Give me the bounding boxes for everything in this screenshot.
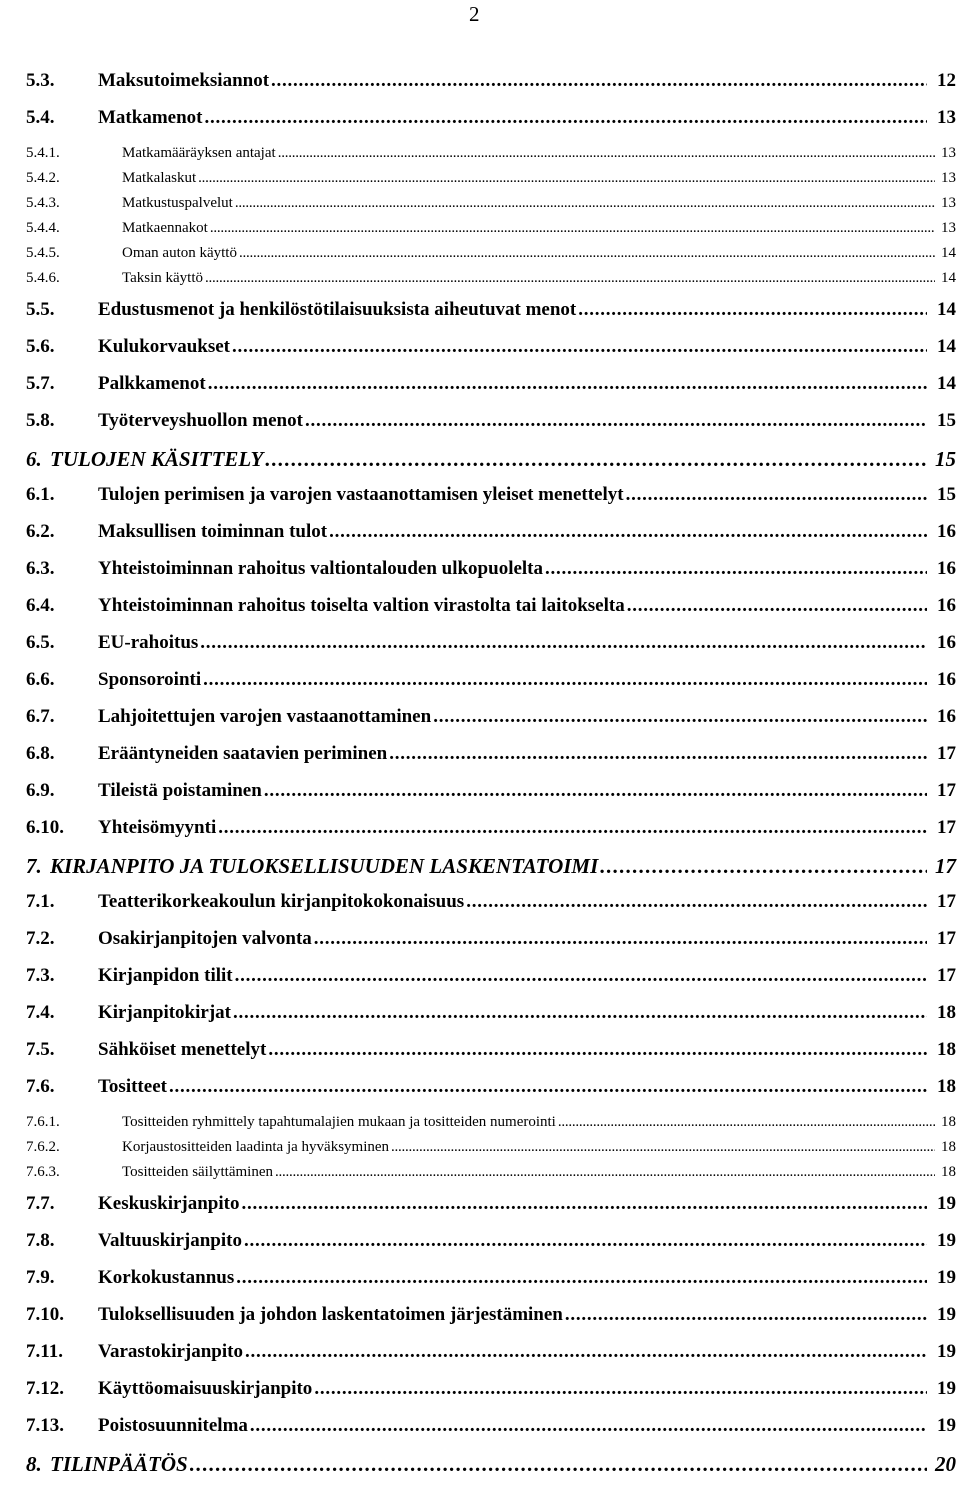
- toc-entry-page: 16: [937, 558, 956, 579]
- toc-entry-title-with-leader: [122, 168, 936, 188]
- toc-entry-title-with-leader: [98, 816, 928, 840]
- toc-entry-number: 5.4.2.: [26, 170, 60, 186]
- dot-leader: [239, 243, 935, 263]
- toc-entry-page: 14: [941, 245, 956, 261]
- toc-entry-number: 7.2.: [26, 928, 55, 949]
- toc-entry[interactable]: [26, 193, 956, 218]
- toc-entry-title-with-leader: [50, 446, 928, 472]
- toc-entry-title-with-leader: [98, 409, 928, 433]
- toc-entry-title-with-leader: [122, 193, 936, 213]
- dot-leader: [271, 69, 927, 93]
- toc-entry-title-with-leader: [98, 298, 928, 322]
- toc-entry-number: 6.10.: [26, 817, 64, 838]
- toc-entry-page: 15: [937, 484, 956, 505]
- toc-entry-title: Keskuskirjanpito: [98, 1193, 240, 1214]
- toc-entry-title: Lahjoitettujen varojen vastaanottaminen: [98, 706, 432, 727]
- toc-entry-title: Valtuuskirjanpito: [98, 1230, 242, 1251]
- toc-entry-number: 6.7.: [26, 706, 55, 727]
- dot-leader: [198, 168, 935, 188]
- toc-entry-page: 18: [941, 1164, 956, 1180]
- toc-entry-number: 7.11.: [26, 1341, 63, 1362]
- toc-entry[interactable]: [26, 705, 956, 742]
- toc-entry[interactable]: [26, 168, 956, 193]
- toc-entry-title-with-leader: [98, 106, 928, 130]
- toc-entry-title-with-leader: [98, 69, 928, 93]
- toc-entry-title-with-leader: [98, 964, 928, 988]
- toc-entry-number: 5.8.: [26, 410, 55, 431]
- toc-entry-page: 16: [937, 669, 956, 690]
- toc-entry[interactable]: [26, 106, 956, 143]
- toc-entry-title-with-leader: [98, 483, 928, 507]
- toc-entry-number: 5.4.4.: [26, 220, 60, 236]
- toc-entry-title-with-leader: [98, 927, 928, 951]
- dot-leader: [235, 964, 927, 988]
- toc-entry-page: 19: [937, 1304, 956, 1325]
- toc-entry-title-with-leader: [98, 668, 928, 692]
- toc-entry-page: 16: [937, 521, 956, 542]
- toc-entry-title: Maksullisen toiminnan tulot: [98, 521, 328, 542]
- toc-entry-page: 16: [937, 706, 956, 727]
- dot-leader: [218, 816, 927, 840]
- toc-entry-page: 19: [937, 1341, 956, 1362]
- toc-entry-title: Matkamenot: [98, 107, 203, 128]
- toc-entry-page: 13: [937, 107, 956, 128]
- toc-entry-page: 13: [941, 195, 956, 211]
- toc-entry[interactable]: [26, 1414, 956, 1451]
- toc-entry-title: TULOJEN KÄSITTELY: [50, 447, 264, 471]
- toc-entry-title: Maksutoimeksiannot: [98, 70, 270, 91]
- toc-entry-title-with-leader: [98, 1075, 928, 1099]
- dot-leader: [391, 1137, 935, 1157]
- dot-leader: [389, 742, 927, 766]
- toc-entry-page: 17: [937, 891, 956, 912]
- toc-entry-page: 17: [937, 817, 956, 838]
- toc-entry[interactable]: [26, 1192, 956, 1229]
- toc-entry[interactable]: [26, 668, 956, 705]
- table-of-contents: [26, 69, 956, 1488]
- dot-leader: [558, 1112, 935, 1132]
- toc-entry-number: 7.4.: [26, 1002, 55, 1023]
- toc-entry-title-with-leader: [98, 705, 928, 729]
- toc-entry-title: Tulojen perimisen ja varojen vastaanottamisen yleiset menettelyt: [98, 484, 624, 505]
- toc-entry-title: Tositteet: [98, 1076, 167, 1097]
- dot-leader: [314, 1377, 927, 1401]
- toc-entry[interactable]: [26, 927, 956, 964]
- dot-leader: [627, 594, 927, 618]
- toc-entry-number: 6.: [26, 447, 42, 471]
- toc-entry-title: Sponsorointi: [98, 669, 202, 690]
- dot-leader: [275, 1162, 935, 1182]
- toc-entry[interactable]: [26, 335, 956, 372]
- toc-entry-page: 17: [937, 928, 956, 949]
- toc-entry-number: 6.4.: [26, 595, 55, 616]
- toc-entry-title-with-leader: [98, 520, 928, 544]
- toc-entry-title-with-leader: [98, 1414, 928, 1438]
- toc-entry-title: Yhteisömyynti: [98, 817, 217, 838]
- toc-entry-title: TILINPÄÄTÖS: [50, 1452, 188, 1476]
- toc-entry-title-with-leader: [98, 335, 928, 359]
- toc-entry-page: 16: [937, 632, 956, 653]
- toc-entry[interactable]: [26, 742, 956, 779]
- dot-leader: [305, 409, 927, 433]
- toc-entry[interactable]: [26, 594, 956, 631]
- toc-entry-title: Kulukorvaukset: [98, 336, 230, 357]
- dot-leader: [208, 372, 927, 396]
- toc-entry[interactable]: [26, 520, 956, 557]
- toc-entry-number: 5.4.1.: [26, 145, 60, 161]
- toc-entry-title-with-leader: [122, 1112, 936, 1132]
- toc-entry[interactable]: [26, 1451, 956, 1488]
- toc-entry-page: 19: [937, 1378, 956, 1399]
- toc-entry-number: 5.4.: [26, 107, 55, 128]
- toc-entry-title: Käyttöomaisuuskirjanpito: [98, 1378, 313, 1399]
- toc-entry-title: Poistosuunnitelma: [98, 1415, 248, 1436]
- toc-entry-page: 14: [941, 270, 956, 286]
- dot-leader: [236, 1266, 927, 1290]
- toc-entry-page: 14: [937, 373, 956, 394]
- dot-leader: [250, 1414, 927, 1438]
- dot-leader: [190, 1451, 927, 1477]
- dot-leader: [433, 705, 927, 729]
- toc-entry-number: 6.5.: [26, 632, 55, 653]
- toc-entry[interactable]: [26, 372, 956, 409]
- toc-entry-title: Tositteiden säilyttäminen: [122, 1164, 274, 1180]
- toc-entry-title-with-leader: [98, 1229, 928, 1253]
- dot-leader: [265, 446, 927, 472]
- dot-leader: [578, 298, 927, 322]
- toc-entry-page: 15: [935, 447, 956, 471]
- toc-entry-title: Yhteistoiminnan rahoitus toiselta valtion virastolta tai laitokselta: [98, 595, 625, 616]
- toc-entry-title-with-leader: [122, 243, 936, 263]
- dot-leader: [232, 335, 927, 359]
- toc-entry[interactable]: [26, 1266, 956, 1303]
- toc-entry[interactable]: [26, 557, 956, 594]
- toc-entry-title-with-leader: [122, 1162, 936, 1182]
- toc-entry-page: 19: [937, 1267, 956, 1288]
- toc-entry-number: 6.9.: [26, 780, 55, 801]
- toc-entry-title: Tositteiden ryhmittely tapahtumalajien mukaan ja tositteiden numerointi: [122, 1114, 556, 1130]
- dot-leader: [600, 853, 927, 879]
- toc-entry-title: Matkaennakot: [122, 220, 208, 236]
- dot-leader: [466, 890, 927, 914]
- toc-entry-title-with-leader: [98, 779, 928, 803]
- toc-entry[interactable]: [26, 268, 956, 293]
- toc-entry-page: 12: [937, 70, 956, 91]
- dot-leader: [241, 1192, 927, 1216]
- toc-entry-number: 6.3.: [26, 558, 55, 579]
- toc-entry-title: Varastokirjanpito: [98, 1341, 243, 1362]
- toc-entry[interactable]: [26, 143, 956, 168]
- toc-entry-page: 19: [937, 1193, 956, 1214]
- toc-entry-title: Tuloksellisuuden ja johdon laskentatoimen järjestäminen: [98, 1304, 563, 1325]
- toc-entry[interactable]: [26, 1377, 956, 1414]
- toc-entry-title: Erääntyneiden saatavien periminen: [98, 743, 388, 764]
- toc-entry[interactable]: [26, 1038, 956, 1075]
- dot-leader: [626, 483, 927, 507]
- dot-leader: [545, 557, 927, 581]
- toc-entry-title: Edustusmenot ja henkilöstötilaisuuksista aiheutuvat menot: [98, 299, 577, 320]
- toc-entry[interactable]: [26, 483, 956, 520]
- toc-entry-number: 7.12.: [26, 1378, 64, 1399]
- toc-entry-number: 7.9.: [26, 1267, 55, 1288]
- toc-entry-number: 7.6.: [26, 1076, 55, 1097]
- toc-entry-title-with-leader: [98, 1192, 928, 1216]
- toc-entry-page: 18: [937, 1002, 956, 1023]
- toc-entry-title-with-leader: [98, 1303, 928, 1327]
- dot-leader: [203, 668, 927, 692]
- toc-entry-title-with-leader: [50, 853, 928, 879]
- toc-entry-title: EU-rahoitus: [98, 632, 199, 653]
- toc-entry-title: Osakirjanpitojen valvonta: [98, 928, 312, 949]
- toc-entry-title: Teatterikorkeakoulun kirjanpitokokonaisuus: [98, 891, 465, 912]
- toc-entry-number: 6.8.: [26, 743, 55, 764]
- toc-entry[interactable]: [26, 890, 956, 927]
- toc-entry-number: 5.4.3.: [26, 195, 60, 211]
- toc-entry-page: 20: [935, 1452, 956, 1476]
- toc-entry-page: 14: [937, 299, 956, 320]
- toc-entry-number: 5.4.6.: [26, 270, 60, 286]
- toc-entry-number: 7.6.3.: [26, 1164, 60, 1180]
- toc-entry[interactable]: [26, 1162, 956, 1187]
- toc-entry-title-with-leader: [98, 1266, 928, 1290]
- toc-entry[interactable]: [26, 446, 956, 483]
- toc-entry-title: Taksin käyttö: [122, 270, 204, 286]
- toc-entry-page: 19: [937, 1415, 956, 1436]
- toc-entry-number: 8.: [26, 1452, 42, 1476]
- toc-entry-title: Palkkamenot: [98, 373, 206, 394]
- toc-entry-title: KIRJANPITO JA TULOKSELLISUUDEN LASKENTATOIMI: [50, 854, 599, 878]
- toc-entry-title-with-leader: [98, 742, 928, 766]
- toc-entry-title-with-leader: [122, 143, 936, 163]
- toc-entry-title-with-leader: [122, 268, 936, 288]
- toc-entry-title-with-leader: [98, 1377, 928, 1401]
- toc-entry-page: 15: [937, 410, 956, 431]
- toc-entry-title: Oman auton käyttö: [122, 245, 237, 261]
- dot-leader: [278, 143, 935, 163]
- dot-leader: [169, 1075, 927, 1099]
- dot-leader: [565, 1303, 927, 1327]
- dot-leader: [235, 193, 935, 213]
- toc-entry[interactable]: [26, 779, 956, 816]
- toc-entry-page: 13: [941, 145, 956, 161]
- toc-entry-title-with-leader: [98, 1001, 928, 1025]
- toc-entry[interactable]: [26, 853, 956, 890]
- toc-entry-number: 7.1.: [26, 891, 55, 912]
- toc-entry-number: 7.: [26, 854, 42, 878]
- toc-entry-page: 18: [937, 1039, 956, 1060]
- toc-entry-page: 16: [937, 595, 956, 616]
- toc-entry-title-with-leader: [122, 218, 936, 238]
- dot-leader: [204, 106, 927, 130]
- toc-entry-number: 7.10.: [26, 1304, 64, 1325]
- toc-entry-number: 6.6.: [26, 669, 55, 690]
- toc-entry-title-with-leader: [98, 631, 928, 655]
- toc-entry-number: 7.6.2.: [26, 1139, 60, 1155]
- toc-entry[interactable]: [26, 1075, 956, 1112]
- toc-entry-number: 7.13.: [26, 1415, 64, 1436]
- dot-leader: [244, 1229, 927, 1253]
- toc-entry[interactable]: [26, 218, 956, 243]
- toc-entry-title-with-leader: [50, 1451, 928, 1477]
- toc-entry-title-with-leader: [98, 594, 928, 618]
- toc-entry-title: Sähköiset menettelyt: [98, 1039, 267, 1060]
- dot-leader: [268, 1038, 927, 1062]
- dot-leader: [200, 631, 927, 655]
- toc-entry-title-with-leader: [122, 1137, 936, 1157]
- toc-entry-number: 7.8.: [26, 1230, 55, 1251]
- dot-leader: [233, 1001, 927, 1025]
- toc-entry[interactable]: [26, 1137, 956, 1162]
- toc-entry-page: 13: [941, 220, 956, 236]
- toc-entry-page: 17: [937, 965, 956, 986]
- toc-entry-page: 18: [941, 1139, 956, 1155]
- toc-entry-page: 18: [941, 1114, 956, 1130]
- toc-entry[interactable]: [26, 1340, 956, 1377]
- toc-entry-number: 5.4.5.: [26, 245, 60, 261]
- page-number: 2: [469, 2, 480, 26]
- toc-entry-number: 7.3.: [26, 965, 55, 986]
- toc-entry-number: 5.7.: [26, 373, 55, 394]
- toc-entry[interactable]: [26, 243, 956, 268]
- toc-entry-title: Matkustuspalvelut: [122, 195, 233, 211]
- dot-leader: [264, 779, 927, 803]
- toc-entry-number: 6.2.: [26, 521, 55, 542]
- toc-entry-title-with-leader: [98, 372, 928, 396]
- toc-entry[interactable]: [26, 69, 956, 106]
- toc-entry-page: 13: [941, 170, 956, 186]
- toc-entry-title-with-leader: [98, 557, 928, 581]
- toc-entry-title: Korjaustositteiden laadinta ja hyväksyminen: [122, 1139, 390, 1155]
- toc-entry-title: Yhteistoiminnan rahoitus valtiontalouden ulkopuolelta: [98, 558, 544, 579]
- toc-entry[interactable]: [26, 409, 956, 446]
- toc-entry[interactable]: [26, 631, 956, 668]
- dot-leader: [314, 927, 927, 951]
- toc-entry-number: 5.5.: [26, 299, 55, 320]
- toc-entry[interactable]: [26, 1112, 956, 1137]
- toc-entry[interactable]: [26, 1229, 956, 1266]
- toc-entry-number: 6.1.: [26, 484, 55, 505]
- dot-leader: [205, 268, 935, 288]
- toc-entry-title-with-leader: [98, 890, 928, 914]
- toc-entry[interactable]: [26, 816, 956, 853]
- toc-entry[interactable]: [26, 964, 956, 1001]
- toc-entry-number: 7.6.1.: [26, 1114, 60, 1130]
- toc-entry-title: Matkamääräyksen antajat: [122, 145, 276, 161]
- toc-entry[interactable]: [26, 1303, 956, 1340]
- toc-entry-page: 17: [937, 780, 956, 801]
- toc-entry-title: Kirjanpitokirjat: [98, 1002, 231, 1023]
- dot-leader: [329, 520, 927, 544]
- toc-entry[interactable]: [26, 298, 956, 335]
- toc-entry-number: 7.5.: [26, 1039, 55, 1060]
- toc-entry-page: 17: [937, 743, 956, 764]
- toc-entry-number: 7.7.: [26, 1193, 55, 1214]
- toc-entry-title: Kirjanpidon tilit: [98, 965, 233, 986]
- toc-entry-title: Työterveyshuollon menot: [98, 410, 303, 431]
- toc-entry-page: 14: [937, 336, 956, 357]
- toc-entry-title: Korkokustannus: [98, 1267, 235, 1288]
- toc-entry-page: 18: [937, 1076, 956, 1097]
- dot-leader: [210, 218, 935, 238]
- toc-entry-page: 17: [935, 854, 956, 878]
- toc-entry-title: Matkalaskut: [122, 170, 197, 186]
- toc-entry-number: 5.3.: [26, 70, 55, 91]
- dot-leader: [245, 1340, 927, 1364]
- toc-entry[interactable]: [26, 1001, 956, 1038]
- toc-entry-number: 5.6.: [26, 336, 55, 357]
- toc-entry-page: 19: [937, 1230, 956, 1251]
- toc-entry-title: Tileistä poistaminen: [98, 780, 262, 801]
- toc-entry-title-with-leader: [98, 1340, 928, 1364]
- toc-entry-title-with-leader: [98, 1038, 928, 1062]
